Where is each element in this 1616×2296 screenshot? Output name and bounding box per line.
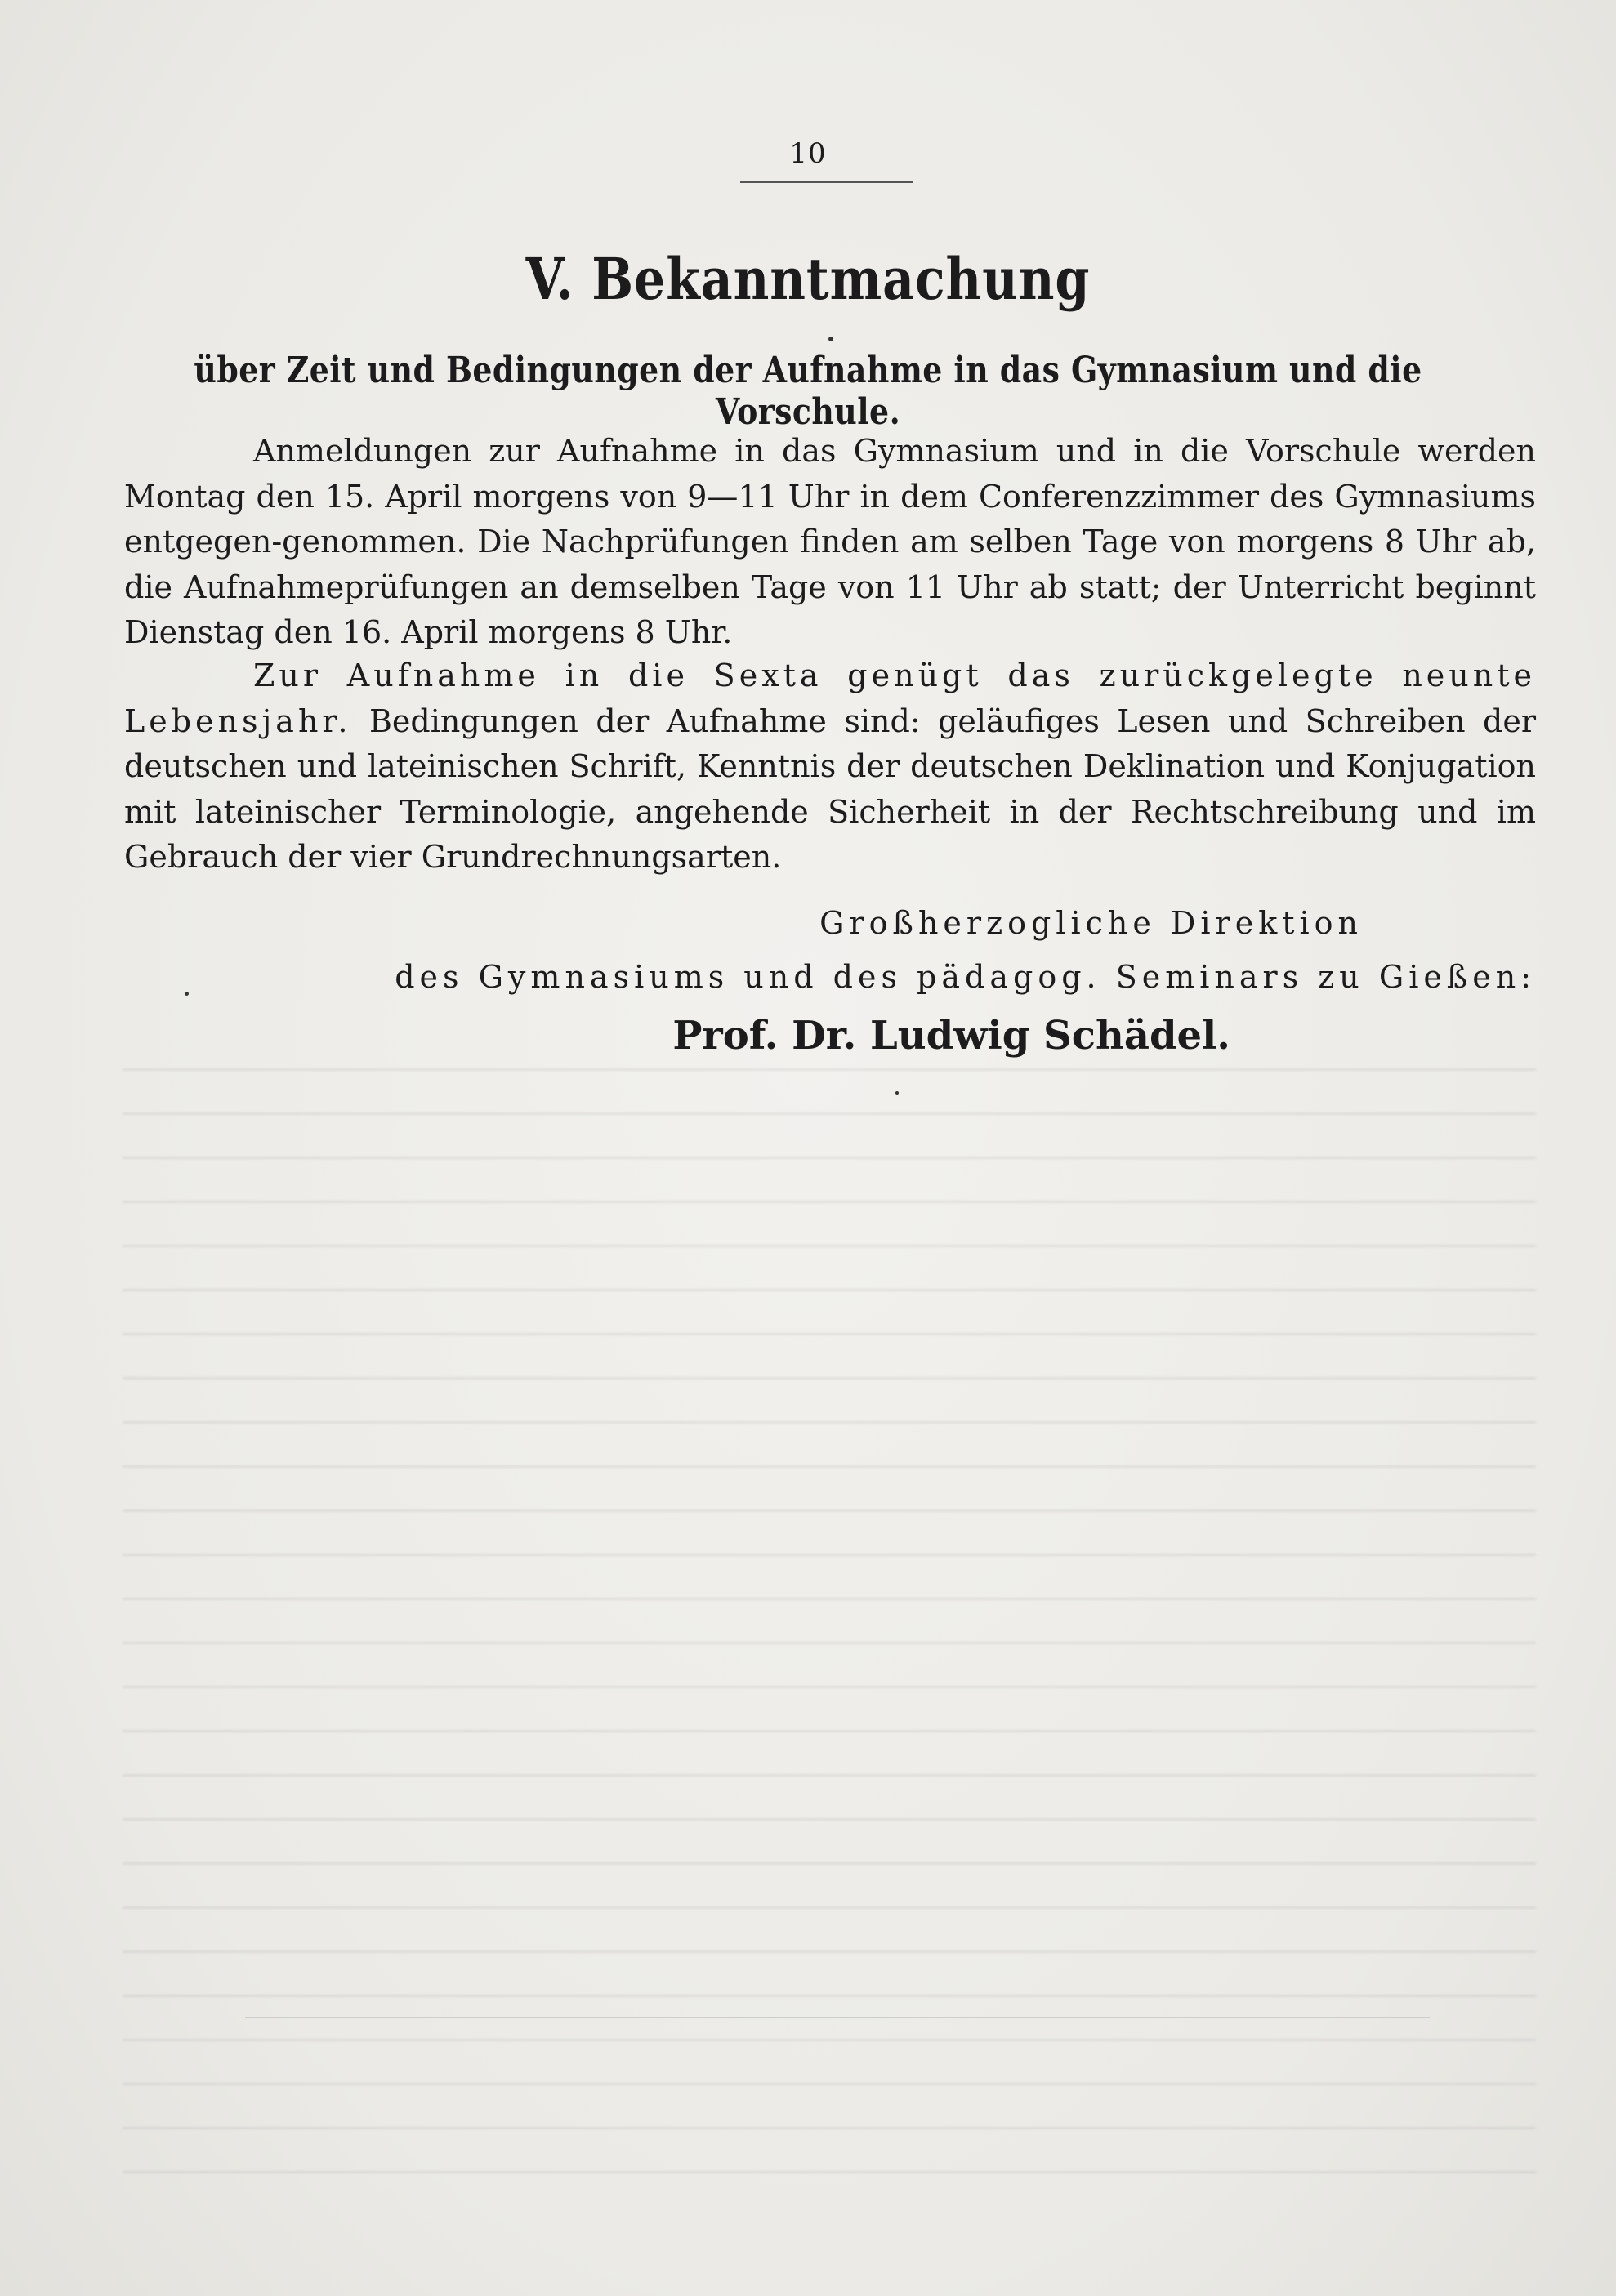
show-through-text	[123, 1037, 1536, 2197]
section-subheading: über Zeit und Bedingungen der Aufnahme in das Gymnasium und die Vorschule.	[194, 350, 1422, 433]
signatory-name: Prof. Dr. Ludwig Schädel.	[672, 1013, 1230, 1059]
section-heading: V. Bekanntmachung	[525, 245, 1091, 313]
page-number: 10	[789, 137, 827, 170]
paragraph-requirements	[124, 653, 1536, 881]
requirements-emphasis: Zur Aufnahme in die Sexta genügt das zurückgelegte neunte Lebensjahr.	[124, 658, 1536, 739]
ink-speck	[828, 337, 833, 341]
show-through-rule	[245, 2017, 1430, 2018]
requirements-text: Bedingungen der Aufnahme sind: geläufiges Lesen und Schreiben der deutschen und lateinischen Schrift, Kenntnis der deutschen Deklination und Konjugation mit lateinischer Terminologie, angehende Sicherheit in der Rechtschreibung und im Gebrauch der vier Grundrechnungsarten.	[124, 702, 1536, 875]
paragraph-registration: Anmeldungen zur Aufnahme in das Gymnasium und in die Vorschule werden Montag den 15. April morgens von 9—11 Uhr in dem Conferenzzimmer des Gymnasiums entgegen-genommen. Die Nachprüfungen finden am selben Tage von morgens 8 Uhr ab, die Aufnahmeprüfungen an demselben Tage von 11 Uhr ab statt; der Unterricht beginnt Dienstag den 16. April morgens 8 Uhr.	[124, 433, 1536, 650]
signature-authority: Großherzogliche Direktion	[819, 905, 1363, 941]
ink-speck	[895, 1091, 899, 1095]
page-number-rule	[740, 181, 913, 183]
signature-institution: des Gymnasiums und des pädagog. Seminars zu Gießen:	[395, 959, 1536, 995]
